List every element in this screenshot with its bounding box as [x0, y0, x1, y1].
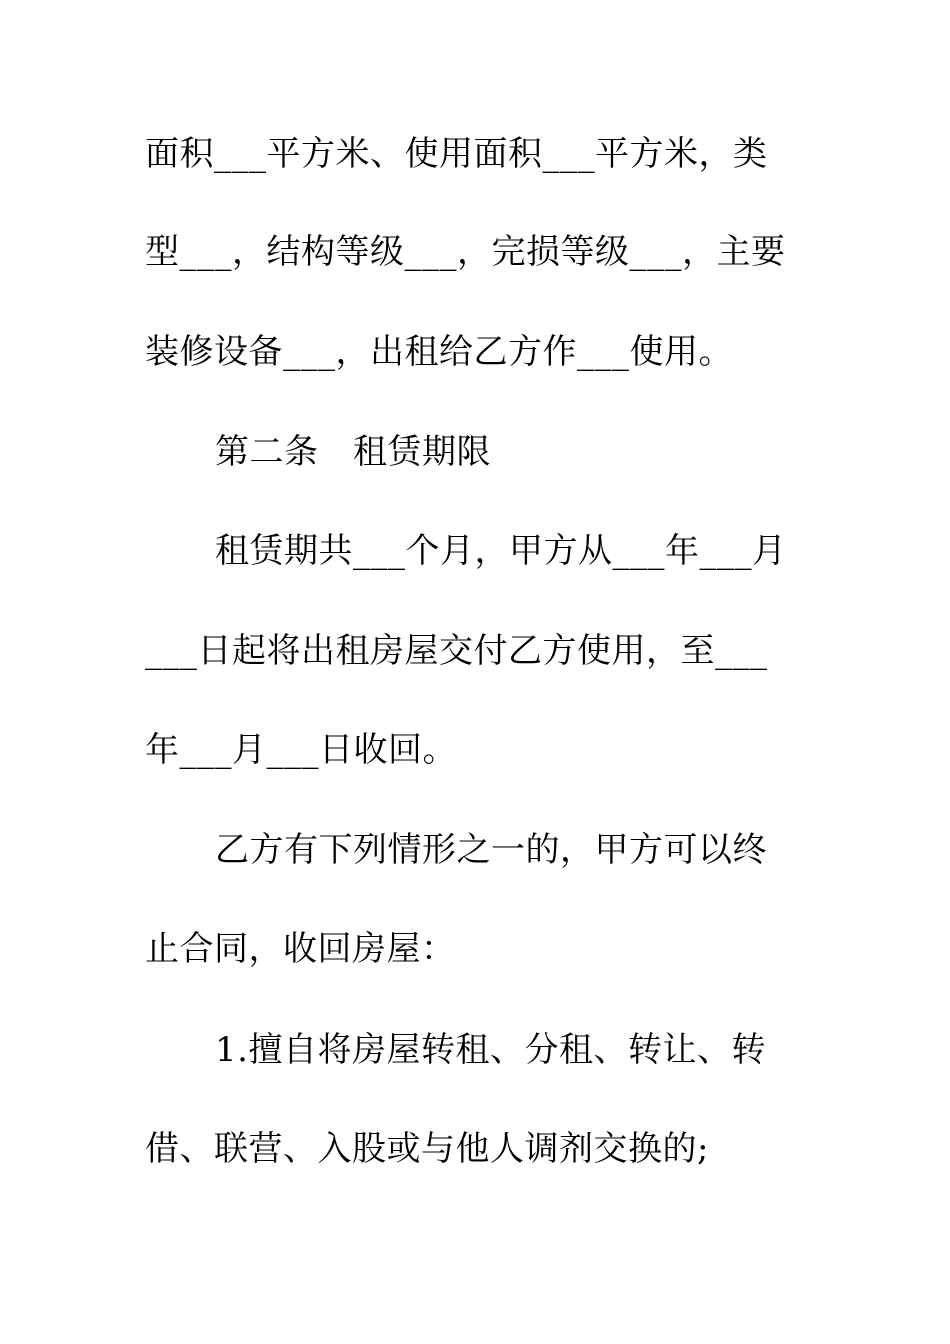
text-line-2: 型___，结构等级___，完损等级___，主要	[145, 232, 786, 272]
list-item-1-line-2: 借、联营、入股或与他人调剂交换的;	[145, 1129, 709, 1169]
text-line-7: 年___月___日收回。	[145, 730, 457, 770]
text-line-3: 装修设备___，出租给乙方作___使用。	[145, 332, 733, 372]
section-heading: 第二条 租赁期限	[215, 432, 491, 472]
text-line-5: 租赁期共___个月，甲方从___年___月	[215, 531, 787, 571]
text-line-8: 乙方有下列情形之一的，甲方可以终	[215, 830, 767, 870]
list-item-1-line-1: 1.擅自将房屋转租、分租、转让、转	[215, 1030, 766, 1070]
text-line-6: ___日起将出租房屋交付乙方使用，至___	[145, 631, 768, 671]
text-line-9: 止合同，收回房屋：	[145, 929, 456, 969]
text-line-1: 面积___平方米、使用面积___平方米，类	[145, 134, 768, 174]
